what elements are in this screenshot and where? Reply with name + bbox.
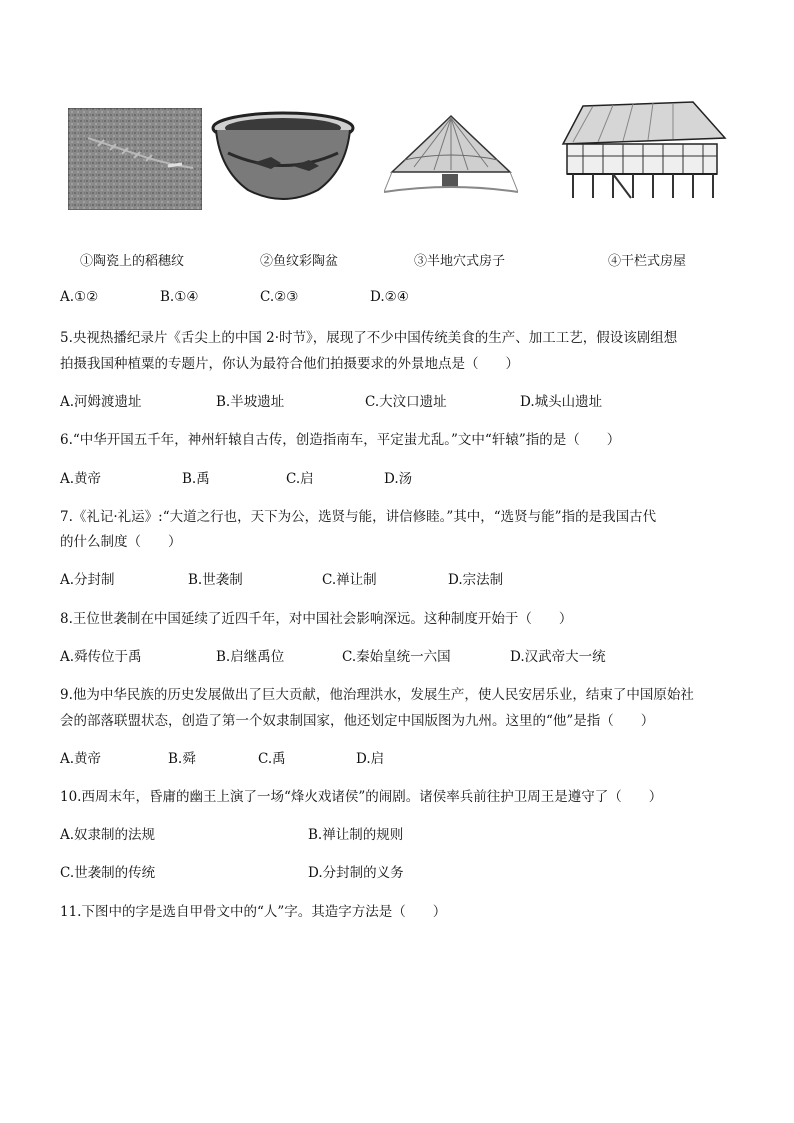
q5-option-a: A.河姆渡遗址 bbox=[60, 394, 142, 410]
q9-stem-line2: 会的部落联盟状态，创造了第一个奴隶制国家，他还划定中国版图为九州。这里的“他”是指（ ） bbox=[60, 713, 655, 729]
q10-stem-line1: 10.西周末年，昏庸的幽王上演了一场“烽火戏诸侯”的闹剧。诸侯率兵前往护卫周王是遵守了（ ） bbox=[60, 789, 663, 805]
fish-pattern-basin-image bbox=[208, 108, 358, 208]
q6-stem-line1: 6.“中华开国五千年，神州轩辕自古传，创造指南车，平定蚩尤乱。”文中“轩辕”指的是（ ） bbox=[60, 432, 621, 448]
q7-option-b: B.世袭制 bbox=[188, 572, 243, 588]
q8-option-a: A.舜传位于禹 bbox=[60, 649, 142, 665]
q5-stem-line2: 拍摄我国种植粟的专题片，你认为最符合他们拍摄要求的外景地点是（ ） bbox=[60, 356, 519, 372]
q7-option-c: C.禅让制 bbox=[322, 572, 377, 588]
q10-option-d: D.分封制的义务 bbox=[308, 865, 404, 881]
q10-option-c: C.世袭制的传统 bbox=[60, 865, 156, 881]
stilt-house-image bbox=[553, 98, 729, 202]
q9-stem-line1: 9.他为中华民族的历史发展做出了巨大贡献，他治理洪水，发展生产，使人民安居乐业，结束了中国原始社 bbox=[60, 687, 694, 703]
q10-option-b: B.禅让制的规则 bbox=[308, 827, 404, 843]
caption-1: ①陶瓷上的稻穗纹 bbox=[80, 254, 185, 269]
q8-option-c: C.秦始皇统一六国 bbox=[342, 649, 451, 665]
caption-4: ④干栏式房屋 bbox=[608, 254, 687, 269]
rice-pattern-pottery-image bbox=[68, 108, 202, 210]
q6-option-a: A.黄帝 bbox=[60, 471, 102, 487]
q7-stem-line2: 的什么制度（ ） bbox=[60, 534, 182, 550]
q8-option-d: D.汉武帝大一统 bbox=[510, 649, 606, 665]
caption-2: ②鱼纹彩陶盆 bbox=[260, 254, 339, 269]
q9-option-d: D.启 bbox=[356, 751, 385, 767]
q5-option-b: B.半坡遗址 bbox=[216, 394, 285, 410]
q6-option-d: D.汤 bbox=[384, 471, 413, 487]
q10-option-a: A.奴隶制的法规 bbox=[60, 827, 156, 843]
q7-option-a: A.分封制 bbox=[60, 572, 115, 588]
q9-option-b: B.舜 bbox=[168, 751, 196, 767]
q6-option-c: C.启 bbox=[286, 471, 314, 487]
q11-stem-line1: 11.下图中的字是选自甲骨文中的“人”字。其造字方法是（ ） bbox=[60, 904, 447, 920]
q4-option-a: A.①② bbox=[60, 289, 99, 305]
q9-option-c: C.禹 bbox=[258, 751, 286, 767]
q9-option-a: A.黄帝 bbox=[60, 751, 102, 767]
q8-stem-line1: 8.王位世袭制在中国延续了近四千年，对中国社会影响深远。这种制度开始于（ ） bbox=[60, 611, 573, 627]
q4-option-c: C.②③ bbox=[260, 289, 299, 305]
q5-option-d: D.城头山遗址 bbox=[520, 394, 603, 410]
caption-3: ③半地穴式房子 bbox=[414, 254, 506, 269]
q4-option-b: B.①④ bbox=[160, 289, 199, 305]
semi-subterranean-house-image bbox=[384, 112, 518, 202]
q5-stem-line1: 5.央视热播纪录片《舌尖上的中国 2·时节》，展现了不少中国传统美食的生产、加工工艺，假设该剧组想 bbox=[60, 330, 678, 346]
q6-option-b: B.禹 bbox=[182, 471, 210, 487]
q4-option-d: D.②④ bbox=[370, 289, 409, 305]
q5-option-c: C.大汶口遗址 bbox=[365, 394, 447, 410]
q8-option-b: B.启继禹位 bbox=[216, 649, 285, 665]
q7-option-d: D.宗法制 bbox=[448, 572, 504, 588]
q7-stem-line1: 7.《礼记·礼运》:“大道之行也，天下为公，选贤与能，讲信修睦。”其中，“选贤与能”指的是我国古代 bbox=[60, 509, 657, 525]
